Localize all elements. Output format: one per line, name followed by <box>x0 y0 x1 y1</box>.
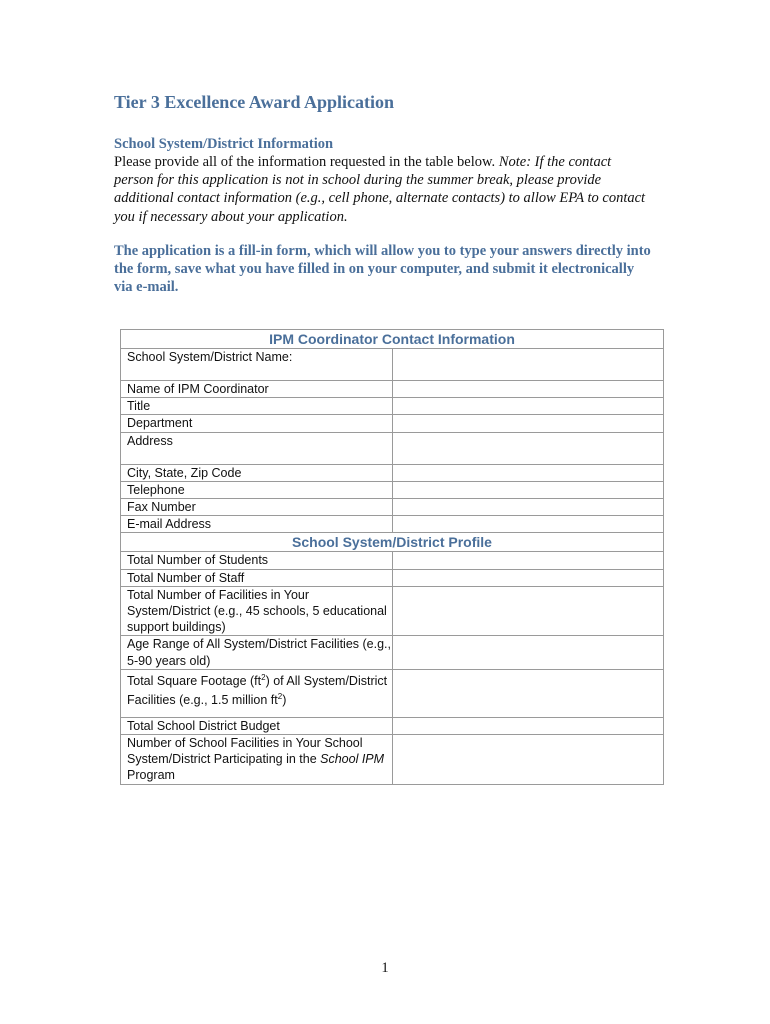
address-field[interactable] <box>392 432 664 464</box>
address-label: Address <box>121 432 393 464</box>
age-range-label: Age Range of All System/District Facilities (e.g., 5-90 years old) <box>121 636 393 669</box>
fax-label: Fax Number <box>121 499 393 516</box>
intro-paragraph <box>114 153 654 226</box>
department-field[interactable] <box>392 415 664 432</box>
city-state-zip-label: City, State, Zip Code <box>121 464 393 481</box>
total-facilities-field[interactable] <box>392 586 664 636</box>
participating-field[interactable] <box>392 735 664 785</box>
fillin-notice: The application is a fill-in form, which will allow you to type your answers directly into the form, save what you have filled in on your computer, and submit it electronically via e-mail. <box>114 243 651 296</box>
superscript-2b: 2 <box>277 692 283 702</box>
district-name-field[interactable] <box>392 349 664 381</box>
total-facilities-label: Total Number of Facilities in Your System/District (e.g., 45 schools, 5 educational support buildings) <box>121 586 393 636</box>
telephone-label: Telephone <box>121 481 393 498</box>
contact-info-heading: IPM Coordinator Contact Information <box>121 330 664 349</box>
age-range-field[interactable] <box>392 636 664 669</box>
total-students-field[interactable] <box>392 552 664 569</box>
participating-text-b: Program <box>127 768 175 783</box>
total-staff-label: Total Number of Staff <box>121 569 393 586</box>
department-label: Department <box>121 415 393 432</box>
participating-text-a: Number of School Facilities in Your School System/District Participating in the <box>127 736 363 767</box>
email-field[interactable] <box>392 516 664 533</box>
coordinator-title-label: Title <box>121 398 393 415</box>
total-students-label: Total Number of Students <box>121 552 393 569</box>
intro-note: Note: If the contact person for this application is not in school during the summer break, please provide additional contact information (e.g., cell phone, alternate contacts) to allow EPA to contact you if necessary about your application. <box>114 154 646 225</box>
fax-field[interactable] <box>392 499 664 516</box>
email-label: E-mail Address <box>121 516 393 533</box>
square-footage-field[interactable] <box>392 669 664 717</box>
district-name-label: School System/District Name: <box>121 349 393 381</box>
intro-text: Please provide all of the information requested in the table below. <box>114 154 499 170</box>
coordinator-name-label: Name of IPM Coordinator <box>121 381 393 398</box>
coordinator-name-field[interactable] <box>392 381 664 398</box>
document-title: Tier 3 Excellence Award Application <box>114 92 394 112</box>
square-footage-text-a: Total Square Footage (ft <box>127 674 262 688</box>
page-number: 1 <box>381 960 389 976</box>
square-footage-text-b: ) of All System/District Facilities (e.g., 1.5 million ft <box>127 674 388 708</box>
profile-heading: School System/District Profile <box>121 533 664 552</box>
coordinator-title-field[interactable] <box>392 398 664 415</box>
application-form-table <box>120 329 664 785</box>
total-staff-field[interactable] <box>392 569 664 586</box>
budget-label: Total School District Budget <box>121 717 393 734</box>
telephone-field[interactable] <box>392 481 664 498</box>
participating-label <box>121 735 393 785</box>
budget-field[interactable] <box>392 717 664 734</box>
participating-program-name: School IPM <box>320 752 385 767</box>
city-state-zip-field[interactable] <box>392 464 664 481</box>
square-footage-text-c: ) <box>282 693 287 708</box>
superscript-2a: 2 <box>261 672 266 682</box>
section-heading: School System/District Information <box>114 136 334 152</box>
square-footage-label <box>121 669 393 717</box>
